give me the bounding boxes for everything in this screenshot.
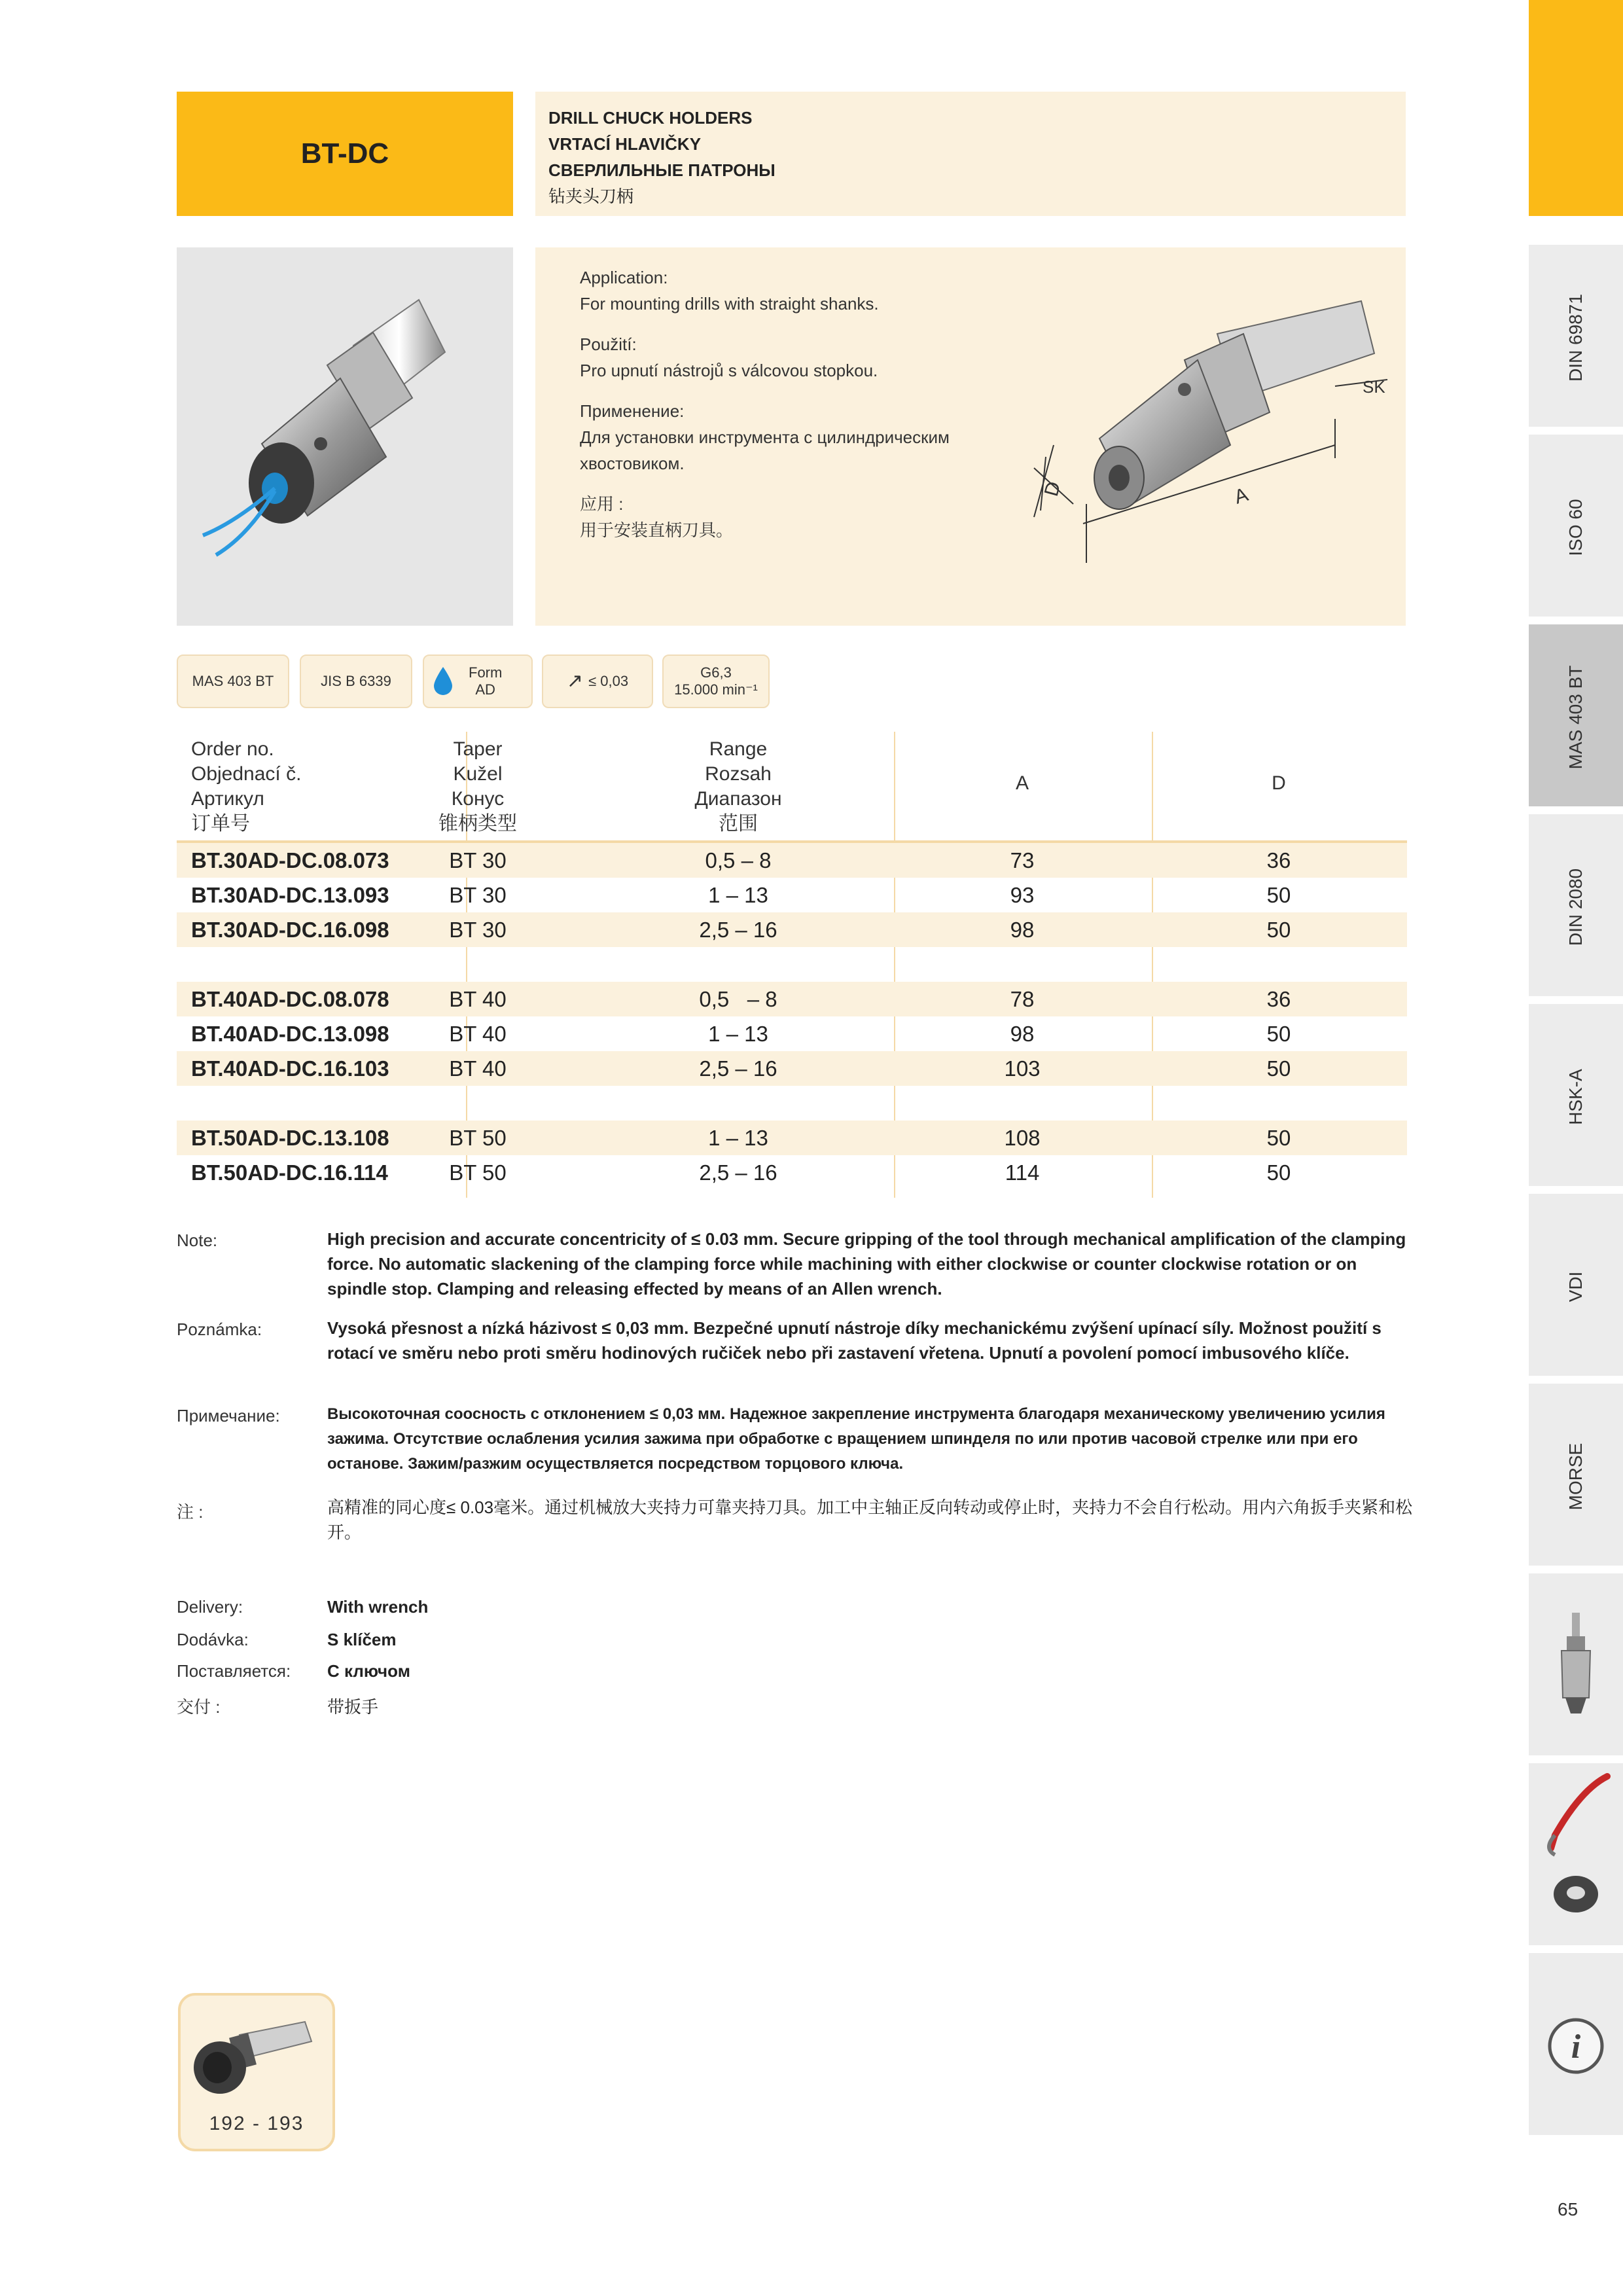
badge-form-line2: AD — [475, 681, 495, 698]
cell-d: 50 — [1266, 883, 1291, 907]
application-text — [580, 264, 1038, 543]
application-label-cn: 应用 : — [580, 494, 624, 514]
application-label-en: Application: — [580, 268, 668, 287]
cell-d: 50 — [1266, 1160, 1291, 1185]
cell-range: 0,5 – 8 — [699, 987, 777, 1011]
drill-chuck-holder-photo — [177, 247, 513, 626]
subtitle-ru: СВЕРЛИЛЬНЫЕ ПАТРОНЫ — [548, 160, 776, 180]
cell-range: 0,5 – 8 — [705, 848, 772, 872]
badge-runout — [542, 655, 653, 708]
table-row — [177, 1016, 1407, 1051]
badge-balance-grade: G6,3 — [700, 664, 732, 681]
pull-stud-icon — [181, 1996, 332, 2113]
tab-info[interactable] — [1529, 1953, 1623, 2139]
subtitle-en: DRILL CHUCK HOLDERS — [548, 108, 753, 128]
badge-balance — [662, 655, 770, 708]
table-row — [177, 982, 1407, 1016]
sidebar-accent — [1529, 0, 1623, 216]
header-order-cn: 订单号 — [191, 813, 250, 834]
header-order-ru: Артикул — [191, 788, 264, 810]
cell-d: 36 — [1266, 848, 1291, 872]
badge-balance-speed: 15.000 min⁻¹ — [674, 681, 758, 698]
tab-label: DIN 69871 — [1565, 294, 1586, 382]
subtitle-cz: VRTACÍ HLAVIČKY — [548, 134, 702, 154]
application-label-ru: Применение: — [580, 401, 685, 421]
cell-range: 1 – 13 — [708, 1022, 768, 1046]
cell-taper: BT 50 — [449, 1160, 507, 1185]
cell-order: BT.50AD-DC.13.108 — [191, 1126, 389, 1150]
cell-a: 103 — [1004, 1056, 1041, 1081]
header-order — [191, 737, 301, 836]
diagram-label-d: D — [1040, 479, 1065, 499]
note-label-en: Note: — [177, 1230, 218, 1250]
badge-jis: JIS B 6339 — [300, 655, 412, 708]
header-taper-ru: Конус — [451, 788, 505, 810]
technical-diagram — [1021, 288, 1400, 596]
tab-label: DIN 2080 — [1565, 868, 1586, 946]
delivery-label-cn: 交付 : — [177, 1697, 221, 1717]
drill-chuck-icon — [1529, 1573, 1623, 1759]
badge-form-line1: Form — [469, 664, 503, 681]
product-table — [177, 732, 1407, 1190]
delivery-value-en: With wrench — [327, 1597, 429, 1617]
info-icon — [1529, 1953, 1623, 2139]
runout-arrow-icon: ↗ — [566, 670, 584, 692]
header-d: D — [1272, 772, 1286, 794]
note-text-ru: Высокоточная соосность с отклонением ≤ 0,03 мм. Надежное закрепление инструмента благодаря механическому увеличению усилия зажима. Отсутствие ослабления усилия зажима при обработке с вращением шпинделя по или против часовой стрелке или при его останове. Зажим/разжим осуществляется посредством торцового ключа. — [327, 1405, 1385, 1473]
header-range-cn: 范围 — [719, 813, 758, 834]
header-range — [653, 737, 823, 836]
tab-din-2080[interactable] — [1529, 814, 1623, 1000]
delivery-label-ru: Поставляется: — [177, 1661, 291, 1681]
delivery-label-en: Delivery: — [177, 1597, 243, 1617]
cell-taper: BT 30 — [449, 883, 507, 907]
note-text-cz: Vysoká přesnost a nízká házivost ≤ 0,03 mm. Bezpečné upnutí nástroje díky mechanickému zvýšení upínací síly. Možnost použití s rotací ve směru nebo proti směru hodinových ručiček nebo při zastavení vřetena. Upnutí a povolení pomocí imbusového klíče. — [327, 1318, 1382, 1363]
cell-a: 73 — [1010, 848, 1035, 872]
delivery-value-ru: С ключом — [327, 1661, 410, 1681]
delivery-value-cz: S klíčem — [327, 1630, 397, 1649]
table-row — [177, 912, 1407, 947]
tab-label: VDI — [1565, 1271, 1586, 1302]
cell-range: 2,5 – 16 — [699, 1160, 777, 1185]
tab-label: HSK-A — [1565, 1069, 1586, 1125]
header-order-cz: Objednací č. — [191, 763, 302, 785]
delivery-value-cn: 带扳手 — [327, 1697, 379, 1717]
table-row — [177, 1121, 1407, 1155]
cell-order: BT.40AD-DC.16.103 — [191, 1056, 389, 1081]
cell-d: 50 — [1266, 1056, 1291, 1081]
cell-range: 2,5 – 16 — [699, 918, 777, 942]
note-label-cz: Poznámka: — [177, 1319, 262, 1339]
table-row — [177, 1051, 1407, 1086]
tab-label: MAS 403 BT — [1565, 665, 1586, 770]
page-title: BT-DC — [177, 92, 513, 216]
cell-order: BT.30AD-DC.13.093 — [191, 883, 389, 907]
tab-hsk-a[interactable] — [1529, 1004, 1623, 1190]
cell-taper: BT 40 — [449, 1056, 507, 1081]
cell-d: 50 — [1266, 1126, 1291, 1150]
note-text-en: High precision and accurate concentricity of ≤ 0.03 mm. Secure gripping of the tool through mechanical amplification of the clamping force. No automatic slackening of the clamping force while machining with either clockwise or counter clockwise rotation or on spindle stop. Clamping and releasing effected by means of an Allen wrench. — [327, 1229, 1406, 1299]
cross-reference-pages[interactable]: 192 - 193 — [209, 2113, 304, 2134]
cell-taper: BT 40 — [449, 1022, 507, 1046]
header-taper-en: Taper — [453, 738, 503, 760]
table-row-spacer — [177, 947, 1407, 982]
cell-d: 36 — [1266, 987, 1291, 1011]
header-range-ru: Диапазон — [694, 788, 782, 810]
cell-a: 93 — [1010, 883, 1035, 907]
cell-order: BT.50AD-DC.16.114 — [191, 1160, 388, 1185]
tab-iso-60[interactable] — [1529, 435, 1623, 620]
coolant-drop-icon — [432, 666, 454, 697]
table-row-spacer — [177, 1086, 1407, 1121]
svg-text:i: i — [1571, 2028, 1581, 2066]
table-row — [177, 878, 1407, 912]
note-text-cn: 高精准的同心度≤ 0.03毫米。通过机械放大夹持力可靠夹持刀具。加工中主轴正反向转动或停止时，夹持力不会自行松动。用内六角扳手夹紧和松开。 — [327, 1498, 1413, 1542]
tab-morse[interactable] — [1529, 1384, 1623, 1570]
page-number: 65 — [1558, 2199, 1578, 2219]
note-label-cn: 注 : — [177, 1502, 204, 1522]
cell-range: 2,5 – 16 — [699, 1056, 777, 1081]
application-text-cz: Pro upnutí nástrojů s válcovou stopkou. — [580, 361, 878, 380]
application-text-ru: Для установки инструмента с цилиндрическим хвостовиком. — [580, 427, 950, 473]
cell-order: BT.30AD-DC.08.073 — [191, 848, 389, 872]
tab-wrench[interactable] — [1529, 1763, 1623, 1949]
cell-a: 98 — [1010, 1022, 1035, 1046]
badge-runout-value: ≤ 0,03 — [588, 673, 629, 689]
wrench-icon — [1529, 1763, 1623, 1949]
product-photo — [177, 247, 513, 626]
header-range-en: Range — [709, 738, 768, 760]
table-row — [177, 1155, 1407, 1190]
diagram-label-sk: SK — [1363, 377, 1385, 397]
cell-a: 98 — [1010, 918, 1035, 942]
cell-order: BT.40AD-DC.13.098 — [191, 1022, 389, 1046]
application-text-en: For mounting drills with straight shanks. — [580, 294, 879, 314]
cell-d: 50 — [1266, 918, 1291, 942]
header-range-cz: Rozsah — [705, 763, 772, 785]
tab-label: ISO 60 — [1565, 499, 1586, 556]
cell-range: 1 – 13 — [708, 1126, 768, 1150]
header-taper-cz: Kužel — [453, 763, 503, 785]
tab-din-69871[interactable] — [1529, 245, 1623, 431]
cell-a: 78 — [1010, 987, 1035, 1011]
delivery-label-cz: Dodávka: — [177, 1630, 249, 1649]
note-label-ru: Примечание: — [177, 1406, 280, 1426]
tab-drill-chuck[interactable] — [1529, 1573, 1623, 1759]
cell-d: 50 — [1266, 1022, 1291, 1046]
header-taper — [419, 737, 537, 836]
badge-mas: MAS 403 BT — [177, 655, 289, 708]
subtitle-cn: 钻夹头刀柄 — [548, 187, 634, 206]
header-order-en: Order no. — [191, 738, 274, 760]
header-a: A — [1015, 772, 1029, 794]
cell-range: 1 – 13 — [708, 883, 768, 907]
table-header — [177, 732, 1407, 843]
header-subtitles — [548, 105, 776, 209]
cell-order: BT.30AD-DC.16.098 — [191, 918, 389, 942]
cell-a: 114 — [1005, 1160, 1040, 1185]
cell-a: 108 — [1004, 1126, 1041, 1150]
diagram-label-a: A — [1231, 484, 1251, 509]
tab-label: MORSE — [1565, 1443, 1586, 1511]
table-row — [177, 843, 1407, 878]
cell-order: BT.40AD-DC.08.078 — [191, 987, 389, 1011]
header-taper-cn: 锥柄类型 — [438, 813, 517, 834]
cell-taper: BT 40 — [449, 987, 507, 1011]
tab-vdi[interactable] — [1529, 1194, 1623, 1380]
application-text-cn: 用于安装直柄刀具。 — [580, 520, 734, 540]
cell-taper: BT 30 — [449, 848, 507, 872]
cell-taper: BT 30 — [449, 918, 507, 942]
cell-taper: BT 50 — [449, 1126, 507, 1150]
tab-mas-403-bt[interactable] — [1529, 624, 1623, 810]
application-label-cz: Použití: — [580, 334, 637, 354]
badge-form — [423, 655, 533, 708]
